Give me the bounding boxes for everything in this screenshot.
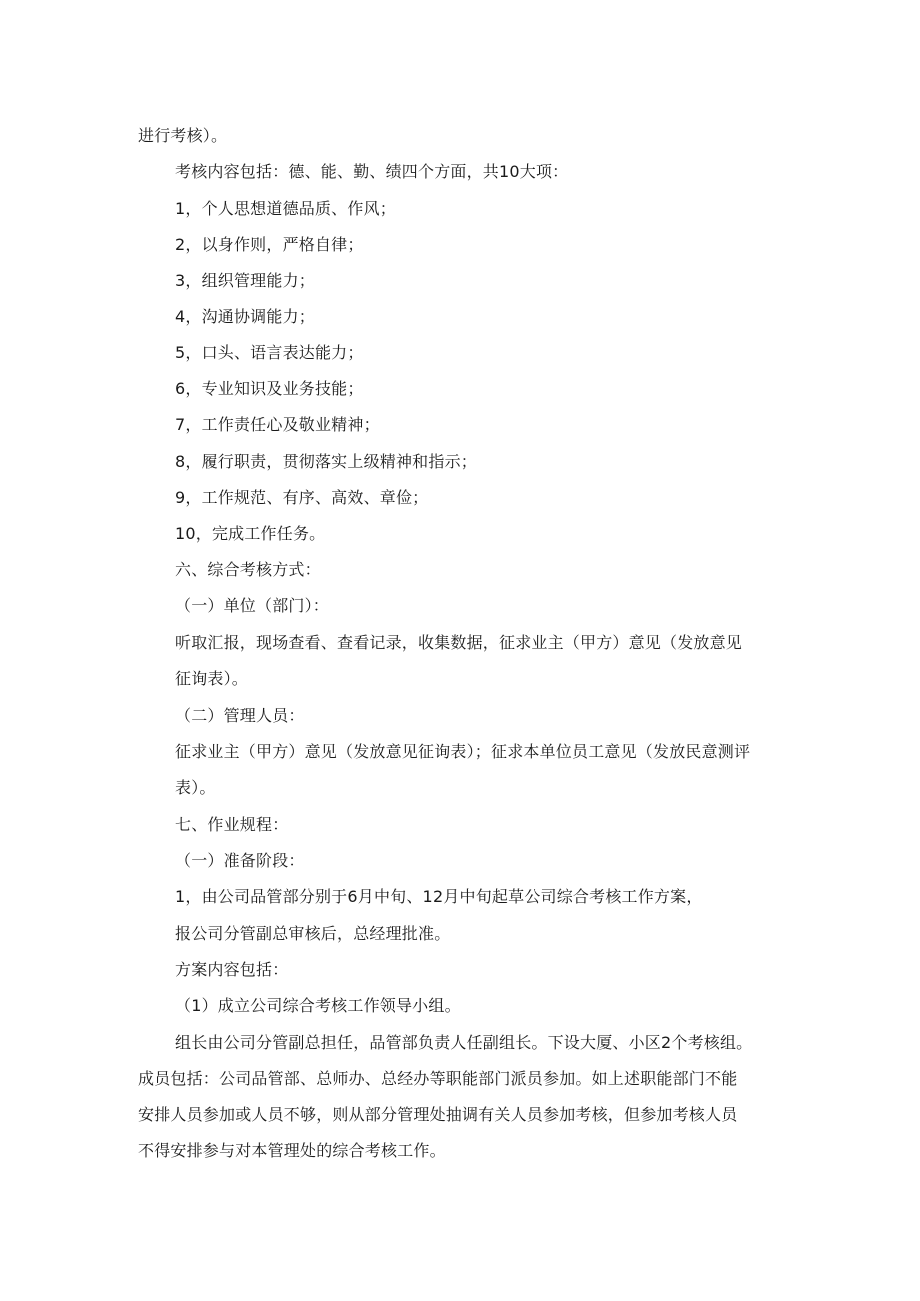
text-line: 成员包括：公司品管部、总师办、总经办等职能部门派员参加。如上述职能部门不能 bbox=[138, 1069, 738, 1088]
text-line: 征询表）。 bbox=[175, 669, 249, 688]
list-item: 7，工作责任心及敬业精神； bbox=[175, 415, 380, 434]
text-line: 组长由公司分管副总担任，品管部负责人任副组长。下设大厦、小区2个考核组。 bbox=[175, 1033, 753, 1052]
list-item: 4，沟通协调能力； bbox=[175, 307, 315, 326]
text-line: 考核内容包括：德、能、勤、绩四个方面，共10大项： bbox=[175, 162, 569, 181]
subsection-heading: （一）准备阶段： bbox=[175, 851, 305, 870]
text-line: 安排人员参加或人员不够，则从部分管理处抽调有关人员参加考核，但参加考核人员 bbox=[138, 1105, 738, 1124]
subsection-heading: （一）单位（部门）： bbox=[175, 596, 330, 615]
list-item: 2，以身作则，严格自律； bbox=[175, 235, 364, 254]
list-item: （1）成立公司综合考核工作领导小组。 bbox=[175, 996, 461, 1015]
subsection-heading: （二）管理人员： bbox=[175, 706, 305, 725]
list-item: 1，个人思想道德品质、作风； bbox=[175, 199, 396, 218]
text-line: 表）。 bbox=[175, 778, 216, 797]
text-line: 征求业主（甲方）意见（发放意见征询表）；征求本单位员工意见（发放民意测评 bbox=[175, 742, 751, 761]
list-item: 5，口头、语言表达能力； bbox=[175, 343, 364, 362]
list-item: 3，组织管理能力； bbox=[175, 271, 315, 290]
text-line: 1，由公司品管部分别于6月中旬、12月中旬起草公司综合考核工作方案， bbox=[175, 887, 703, 906]
text-line: 报公司分管副总审核后，总经理批准。 bbox=[175, 924, 451, 943]
list-item: 10，完成工作任务。 bbox=[175, 524, 326, 543]
text-line: 听取汇报，现场查看、查看记录，收集数据，征求业主（甲方）意见（发放意见 bbox=[175, 633, 743, 652]
list-item: 9，工作规范、有序、高效、章俭； bbox=[175, 488, 429, 507]
text-line: 方案内容包括： bbox=[175, 960, 289, 979]
list-item: 8，履行职责，贯彻落实上级精神和指示； bbox=[175, 452, 477, 471]
list-item: 6，专业知识及业务技能； bbox=[175, 379, 364, 398]
text-line: 不得安排参与对本管理处的综合考核工作。 bbox=[138, 1141, 446, 1160]
text-line: 进行考核）。 bbox=[138, 126, 228, 145]
section-heading: 七、作业规程： bbox=[175, 815, 289, 834]
section-heading: 六、综合考核方式： bbox=[175, 560, 321, 579]
